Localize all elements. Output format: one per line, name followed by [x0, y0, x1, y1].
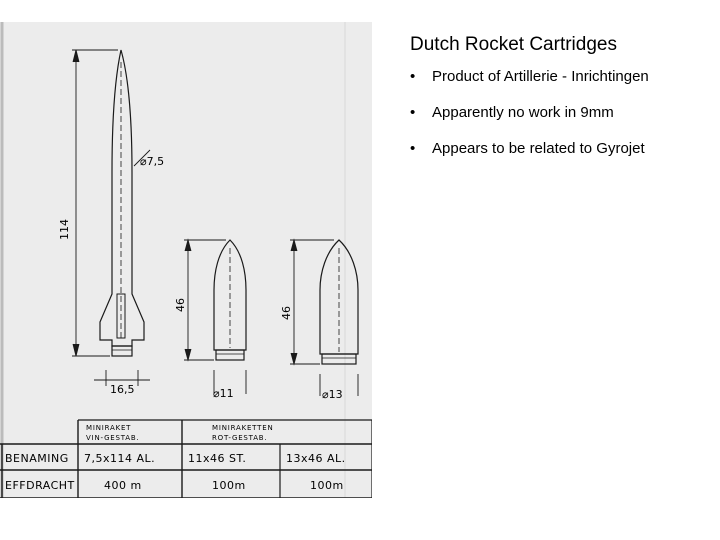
bullet-dot: •	[410, 140, 416, 157]
bullet-item	[410, 104, 649, 122]
rocket-1-span-label: 16,5	[110, 383, 135, 396]
table-row1-value-1: 7,5x114 AL.	[84, 452, 156, 465]
table-header-col1-line1: MINIRAKET	[86, 424, 132, 432]
rocket-2-diameter-label: ⌀11	[213, 387, 234, 400]
table-row2-value-3: 100m	[310, 479, 344, 492]
bullet-text: Product of Artillerie - Inrichtingen	[432, 68, 649, 85]
rocket-2-dimensions	[184, 240, 246, 394]
rocket-1-dimensions	[72, 50, 150, 386]
rocket-3-drawing	[320, 240, 358, 364]
bullet-text: Apparently no work in 9mm	[432, 104, 614, 121]
rocket-1-length-label: 114	[58, 219, 71, 240]
table-row2-label: EFFDRACHT	[5, 479, 75, 492]
bullet-item	[410, 68, 649, 86]
rocket-2-drawing	[214, 240, 246, 360]
table-header-col2-line2: ROT-GESTAB.	[212, 434, 268, 442]
table-row1-value-2: 11x46 ST.	[188, 452, 247, 465]
bullet-text: Appears to be related to Gyrojet	[432, 140, 645, 157]
rocket-1-diameter-label: ⌀7,5	[140, 155, 165, 168]
rocket-3-diameter-label: ⌀13	[322, 388, 343, 401]
table-row2-value-1: 400 m	[104, 479, 142, 492]
bullet-item	[410, 140, 649, 158]
drawing-svg	[0, 22, 372, 498]
rocket-2-length-label: 46	[174, 298, 187, 312]
rocket-1-drawing	[100, 50, 144, 356]
bullet-dot: •	[410, 68, 416, 85]
bullet-list	[410, 68, 649, 176]
table-row1-label: BENAMING	[5, 452, 69, 465]
slide-title: Dutch Rocket Cartridges	[410, 34, 617, 55]
table-header-col1-line2: VIN-GESTAB.	[86, 434, 140, 442]
table-row2-value-2: 100m	[212, 479, 246, 492]
bullet-dot: •	[410, 104, 416, 121]
table-header-col2-line1: MINIRAKETTEN	[212, 424, 274, 432]
rocket-3-length-label: 46	[280, 306, 293, 320]
technical-drawing-scan	[0, 22, 372, 498]
table-row1-value-3: 13x46 AL.	[286, 452, 346, 465]
